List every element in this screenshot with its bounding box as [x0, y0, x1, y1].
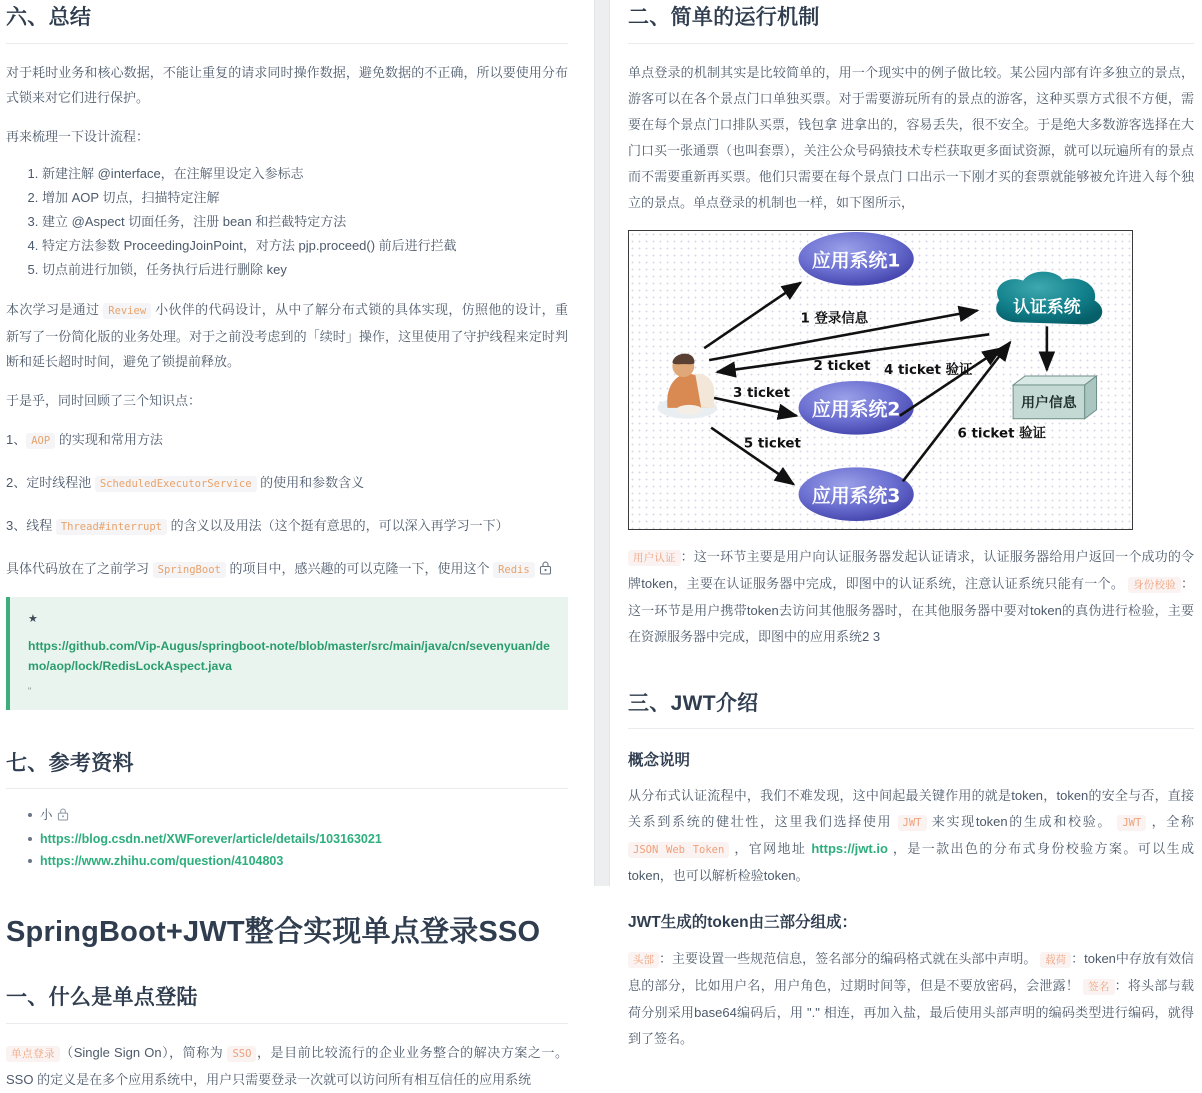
diagram-edge-label-2: 2 ticket — [813, 358, 871, 374]
column-gutter — [594, 0, 610, 886]
heading-rule — [628, 728, 1194, 729]
diagram-edge-label-6: 6 ticket 验证 — [957, 426, 1046, 442]
heading-section-six: 六、总结 — [6, 6, 92, 29]
paragraph-token-parts — [628, 946, 1194, 1052]
diagram-node-auth — [996, 271, 1102, 324]
github-callout — [6, 597, 568, 710]
page-title: SpringBoot+JWT整合实现单点登录SSO — [6, 916, 541, 948]
heading-section-one: 一、什么是单点登陆 — [6, 986, 198, 1010]
paragraph-review-learning — [6, 297, 568, 374]
knowledge-point-2 — [6, 470, 568, 497]
inline-code-sso: SSO — [227, 1046, 256, 1062]
diagram-node-app3 — [799, 467, 914, 521]
text-fragment: 2、定时线程池 — [6, 474, 95, 490]
text-fragment: ：这一环节主要是用户向认证服务器发起认证请求，认证服务器给用户返回一个成功的令牌token，主要在认证服务器中完成，即图中的认证系统，注意认证系统只能有一个。 — [628, 548, 1194, 591]
inline-code-springboot: SpringBoot — [153, 562, 226, 578]
diagram-node-app2 — [799, 380, 914, 434]
text-fragment: ：将头部与载荷分别采用base64编码后，用 "." 相连，再加入盐，最后使用头部声明的编码类型进行编码，就得到了签名。 — [628, 977, 1194, 1046]
sso-flow-diagram — [628, 230, 1133, 530]
svg-text:应用系统2: 应用系统2 — [811, 398, 901, 421]
text-fragment: 的含义以及用法（这个挺有意思的，可以深入再学习一下） — [167, 517, 509, 533]
diagram-edge-label-3: 3 ticket — [732, 385, 791, 401]
svg-text:应用系统1: 应用系统1 — [811, 249, 901, 272]
list-item: 3. 建立 @Aspect 切面任务，注册 bean 和拦截特定方法 — [42, 211, 568, 233]
paragraph-jwt-concept — [628, 783, 1194, 889]
text-fragment: 小伙伴的代码设计，从中了解分布式锁的具体实现，仿照他的设计，重新写了一份简化版的业务处理。对于之前没考虑到的「续时」操作，这里使用了守护线程来定时判断和延长超时时间，避免了锁提前释放。 — [6, 301, 568, 369]
heading-rule — [6, 788, 568, 789]
text-fragment: ：token中存放有效信息的部分，比如用户名，用户角色，过期时间等，但是不要放密码，会泄露！ — [628, 950, 1194, 993]
inline-code-signature: 签名 — [1083, 979, 1115, 995]
list-item: 5. 切点前进行加锁，任务执行后进行删除 key — [42, 259, 568, 281]
diagram-node-userinfo — [1013, 376, 1096, 419]
text-fragment: 从分布式认证流程中，我们不难发现，这中间起最关键作用的就是token，token的安全与否，直接关系到系统的健壮性，这里我们选择使用 — [628, 788, 1194, 830]
star-icon: ★ — [28, 612, 38, 625]
heading-section-seven: 七、参考资料 — [6, 751, 134, 775]
list-item: 1. 新建注解 @interface，在注解里设定入参标志 — [42, 163, 568, 185]
reference-link-csdn[interactable]: https://blog.csdn.net/XWForever/article/details/103163021 — [40, 832, 382, 846]
inline-code-jwt-1: JWT — [898, 815, 927, 831]
inline-code-header: 头部 — [628, 952, 659, 968]
heading-rule — [6, 43, 568, 44]
inline-code-review: Review — [103, 303, 151, 319]
list-item: 2. 增加 AOP 切点，扫描特定注解 — [42, 187, 568, 209]
left-column — [0, 0, 594, 1087]
text-fragment: ：主要设置一些规范信息，签名部分的编码格式就在头部中声明。 — [659, 950, 1041, 966]
list-item — [28, 829, 568, 849]
diagram-node-app1 — [799, 231, 914, 285]
heading-section-two: 二、简单的运行机制 — [628, 6, 820, 29]
svg-text:认证系统: 认证系统 — [1013, 295, 1081, 316]
callout-github-link[interactable]: https://github.com/Vip-Augus/springboot-note/blob/master/src/main/java/cn/sevenyuan/demo/aop/lock/RedisLockAspect.java — [28, 638, 550, 673]
heading-section-three: 三、JWT介绍 — [628, 691, 759, 715]
inline-code-redis: Redis — [493, 562, 535, 578]
reference-link-zhihu[interactable]: https://www.zhihu.com/question/4104803 — [40, 854, 284, 868]
text-fragment: 的实现和常用方法 — [55, 431, 163, 447]
inline-code-aop: AOP — [26, 433, 55, 449]
diagram-edge-label-5: 5 ticket — [743, 436, 801, 452]
text-fragment: ：这一环节是用户携带token去访问其他服务器时，在其他服务器中要对token的真伪进行检验，主要在资源服务器中完成，即图中的应用系统2 3 — [628, 575, 1194, 644]
diagram-edge-label-1: 1 登录信息 — [800, 310, 869, 326]
lock-icon — [57, 807, 69, 827]
reference-links-list — [6, 805, 568, 871]
paragraph-sso-mechanism: 单点登录的机制其实是比较简单的，用一个现实中的例子做比较。某公园内部有许多独立的景点，游客可以在各个景点门口单独买票。对于需要游玩所有的景点的游客，这种买票方式很不方便，需要在每个景点门口排队买票，钱包拿 进拿出的，容易丢失，很不安全。于是绝大多数游客选择在大门口买一张通票（也叫套票），关注公众号码猿技术专栏获取更多面试资源，就可以玩遍所有的景点而不需要重新再买票。他们只需要在每个景点门 口出示一下刚才买的套票就能够被允许进入每个独立的景点。单点登录的机制也一样，如下图所示， — [628, 64, 1194, 210]
inline-code-payload: 载荷 — [1040, 952, 1071, 968]
svg-text:用户信息: 用户信息 — [1021, 394, 1077, 411]
paragraph-summary-intro: 对于耗时业务和核心数据，不能让重复的请求同时操作数据，避免数据的不正确，所以要使用分布式锁来对它们进行保护。 — [6, 64, 568, 105]
paragraph-code-location — [6, 556, 568, 583]
heading-concept: 概念说明 — [628, 752, 691, 769]
paragraph-flow-lead: 再来梳理一下设计流程： — [6, 128, 150, 144]
svg-text:应用系统3: 应用系统3 — [811, 484, 901, 507]
heading-token-parts: JWT生成的token由三部分组成： — [628, 914, 858, 932]
diagram-node-user — [657, 353, 717, 418]
list-item: 4. 特定方法参数 ProceedingJoinPoint，对方法 pjp.proceed() 前后进行拦截 — [42, 235, 568, 257]
text-fragment: （Single Sign On），简称为 — [60, 1044, 228, 1060]
paragraph-knowledge-lead: 于是乎，同时回顾了三个知识点： — [6, 392, 202, 408]
inline-code-user-auth: 用户认证 — [628, 550, 681, 566]
arrow-user-app1 — [704, 282, 800, 348]
diagram-svg — [629, 231, 1132, 529]
arrow-app2-auth — [900, 348, 1001, 416]
text-fragment: 来实现token的生成和校验。 — [926, 814, 1118, 830]
text-fragment: ，是目前比较流行的企业业务整合的解决方案之一。SSO 的定义是在多个应用系统中，用户只需要登录一次就可以访问所有相互信任的应用系统 — [6, 1044, 568, 1087]
design-steps-list — [6, 163, 568, 281]
inline-code-sso-cn: 单点登录 — [6, 1046, 60, 1062]
text-fragment: 的项目中，感兴趣的可以克隆一下，使用这个 — [225, 560, 494, 576]
text-fragment: ，全称 — [1146, 814, 1194, 830]
inline-code-identity-verify: 身份校验 — [1128, 577, 1181, 593]
right-column — [610, 0, 1200, 1046]
inline-code-json-web-token: JSON Web Token — [628, 842, 729, 858]
callout-tail: " — [28, 685, 32, 696]
text-fragment: 的使用和参数含义 — [256, 474, 365, 490]
heading-rule — [628, 43, 1194, 44]
text-fragment: 1、 — [6, 431, 27, 447]
text-fragment: ，官网地址 — [729, 841, 812, 857]
knowledge-point-1 — [6, 427, 568, 454]
inline-code-scheduled-executor-service: ScheduledExecutorService — [95, 476, 257, 492]
text-fragment: 3、线程 — [6, 517, 56, 533]
text-fragment: 本次学习是通过 — [6, 301, 104, 317]
inline-code-jwt-2: JWT — [1117, 815, 1146, 831]
paragraph-auth-explanation — [628, 544, 1194, 650]
link-jwt-io[interactable]: https://jwt.io — [811, 841, 888, 857]
heading-rule — [6, 1023, 568, 1024]
list-item — [28, 805, 568, 827]
diagram-edge-label-4: 4 ticket 验证 — [883, 362, 973, 378]
text-fragment: ，是一款出色的分布式身份校验方案。可以生成token，也可以解析检验token。 — [628, 841, 1194, 884]
lock-icon — [539, 558, 552, 583]
inline-code-thread-interrupt: Thread#interrupt — [56, 519, 167, 535]
paragraph-sso-definition — [6, 1040, 568, 1093]
text-fragment: 具体代码放在了之前学习 — [6, 560, 153, 576]
knowledge-point-3 — [6, 513, 568, 540]
list-item — [28, 851, 568, 871]
reference-label-xiao: 小 — [40, 808, 53, 822]
